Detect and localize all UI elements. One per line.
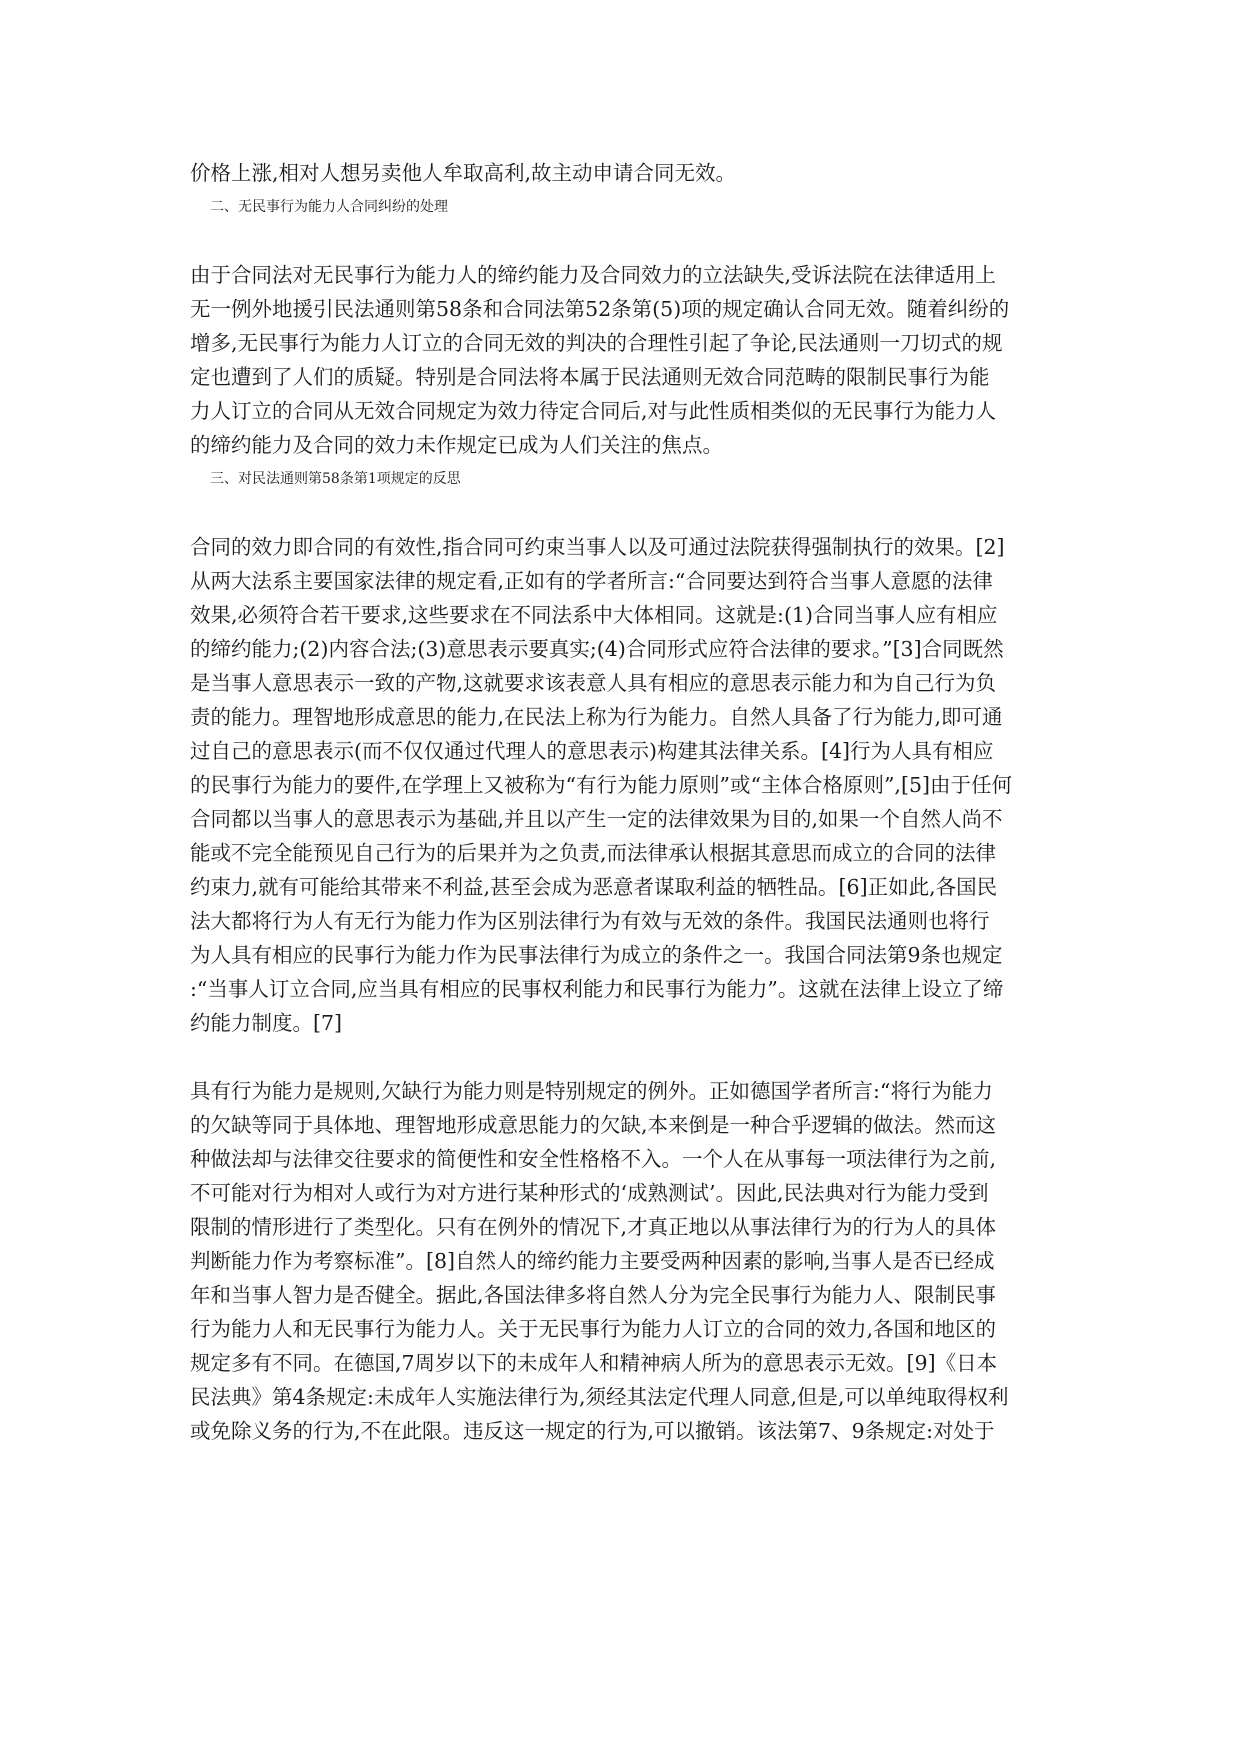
text-line: 过自己的意思表示(而不仅仅通过代理人的意思表示)构建其法律关系。[4]行为人具有相应 <box>190 739 994 763</box>
text-line: 民法典》第4条规定:未成年人实施法律行为,须经其法定代理人同意,但是,可以单纯取得权利 <box>190 1385 1009 1409</box>
text-line: 法大都将行为人有无行为能力作为区别法律行为有效与无效的条件。我国民法通则也将行 <box>190 909 990 933</box>
text-line: 行为能力人和无民事行为能力人。关于无民事行为能力人订立的合同的效力,各国和地区的 <box>190 1317 997 1341</box>
text-line: 合同都以当事人的意思表示为基础,并且以产生一定的法律效果为目的,如果一个自然人尚不 <box>190 807 1003 831</box>
text-line: 不可能对行为相对人或行为对方进行某种形式的‘成熟测试’。因此,民法典对行为能力受到 <box>190 1181 989 1205</box>
paragraph-gap <box>190 1040 1050 1074</box>
text-line: 价格上涨,相对人想另卖他人牟取高利,故主动申请合同无效。 <box>190 161 737 185</box>
text-line: 增多,无民事行为能力人订立的合同无效的判决的合理性引起了争论,民法通则一刀切式的规 <box>190 331 1003 355</box>
paragraph-continuation <box>190 156 1050 190</box>
text-line: 责的能力。理智地形成意思的能力,在民法上称为行为能力。自然人具备了行为能力,即可通 <box>190 705 1003 729</box>
text-line: 是当事人意思表示一致的产物,这就要求该表意人具有相应的意思表示能力和为自己行为负 <box>190 671 997 695</box>
text-line: 的民事行为能力的要件,在学理上又被称为“有行为能力原则”或“主体合格原则”,[5]由于任何 <box>190 773 1012 797</box>
text-line: 无一例外地援引民法通则第58条和合同法第52条第(5)项的规定确认合同无效。随着纠纷的 <box>190 297 1010 321</box>
text-line: 效果,必须符合若干要求,这些要求在不同法系中大体相同。这就是:(1)合同当事人应有相应 <box>190 603 998 627</box>
text-line: 由于合同法对无民事行为能力人的缔约能力及合同效力的立法缺失,受诉法院在法律适用上 <box>190 263 997 287</box>
text-line: 判断能力作为考察标准”。[8]自然人的缔约能力主要受两种因素的影响,当事人是否已经成 <box>190 1249 995 1273</box>
paragraph-gap <box>190 224 1050 258</box>
text-line: 约束力,就有可能给其带来不利益,甚至会成为恶意者谋取利益的牺牲品。[6]正如此,各国民 <box>190 875 998 899</box>
text-line: 定也遭到了人们的质疑。特别是合同法将本属于民法通则无效合同范畴的限制民事行为能 <box>190 365 990 389</box>
section-heading-3 <box>190 462 1050 496</box>
text-line: 为人具有相应的民事行为能力作为民事法律行为成立的条件之一。我国合同法第9条也规定 <box>190 943 1003 967</box>
text-line: :“当事人订立合同,应当具有相应的民事权利能力和民事行为能力”。这就在法律上设立了缔 <box>190 977 1004 1001</box>
text-line: 从两大法系主要国家法律的规定看,正如有的学者所言:“合同要达到符合当事人意愿的法律 <box>190 569 993 593</box>
text-line: 种做法却与法律交往要求的简便性和安全性格格不入。一个人在从事每一项法律行为之前, <box>190 1147 997 1171</box>
text-line: 的缔约能力;(2)内容合法;(3)意思表示要真实;(4)合同形式应符合法律的要求。”[3]合同既然 <box>190 637 1004 661</box>
text-line: 规定多有不同。在德国,7周岁以下的未成年人和精神病人所为的意思表示无效。[9]《日本 <box>190 1351 998 1375</box>
paragraph-gap <box>190 496 1050 530</box>
document-page <box>190 156 1050 1448</box>
text-line: 的欠缺等同于具体地、理智地形成意思能力的欠缺,本来倒是一种合乎逻辑的做法。然而这 <box>190 1113 997 1137</box>
paragraph-contract-validity <box>190 530 1050 1040</box>
text-line: 具有行为能力是规则,欠缺行为能力则是特别规定的例外。正如德国学者所言:“将行为能力 <box>190 1079 993 1103</box>
text-line: 的缔约能力及合同的效力未作规定已成为人们关注的焦点。 <box>190 433 723 457</box>
paragraph-capacity-rules <box>190 1074 1050 1448</box>
text-line: 限制的情形进行了类型化。只有在例外的情况下,才真正地以从事法律行为的行为人的具体 <box>190 1215 997 1239</box>
text-line: 年和当事人智力是否健全。据此,各国法律多将自然人分为完全民事行为能力人、限制民事 <box>190 1283 997 1307</box>
text-line: 约能力制度。[7] <box>190 1011 343 1035</box>
paragraph-dispute-handling <box>190 258 1050 462</box>
text-line: 合同的效力即合同的有效性,指合同可约束当事人以及可通过法院获得强制执行的效果。[2] <box>190 535 1005 559</box>
text-line: 能或不完全能预见自己行为的后果并为之负责,而法律承认根据其意思而成立的合同的法律 <box>190 841 997 865</box>
text-line: 或免除义务的行为,不在此限。违反这一规定的行为,可以撤销。该法第7、9条规定:对处于 <box>190 1419 995 1443</box>
heading-line: 三、对民法通则第58条第1项规定的反思 <box>210 471 461 487</box>
section-heading-2 <box>190 190 1050 224</box>
text-line: 力人订立的合同从无效合同规定为效力待定合同后,对与此性质相类似的无民事行为能力人 <box>190 399 997 423</box>
heading-line: 二、无民事行为能力人合同纠纷的处理 <box>210 199 448 215</box>
